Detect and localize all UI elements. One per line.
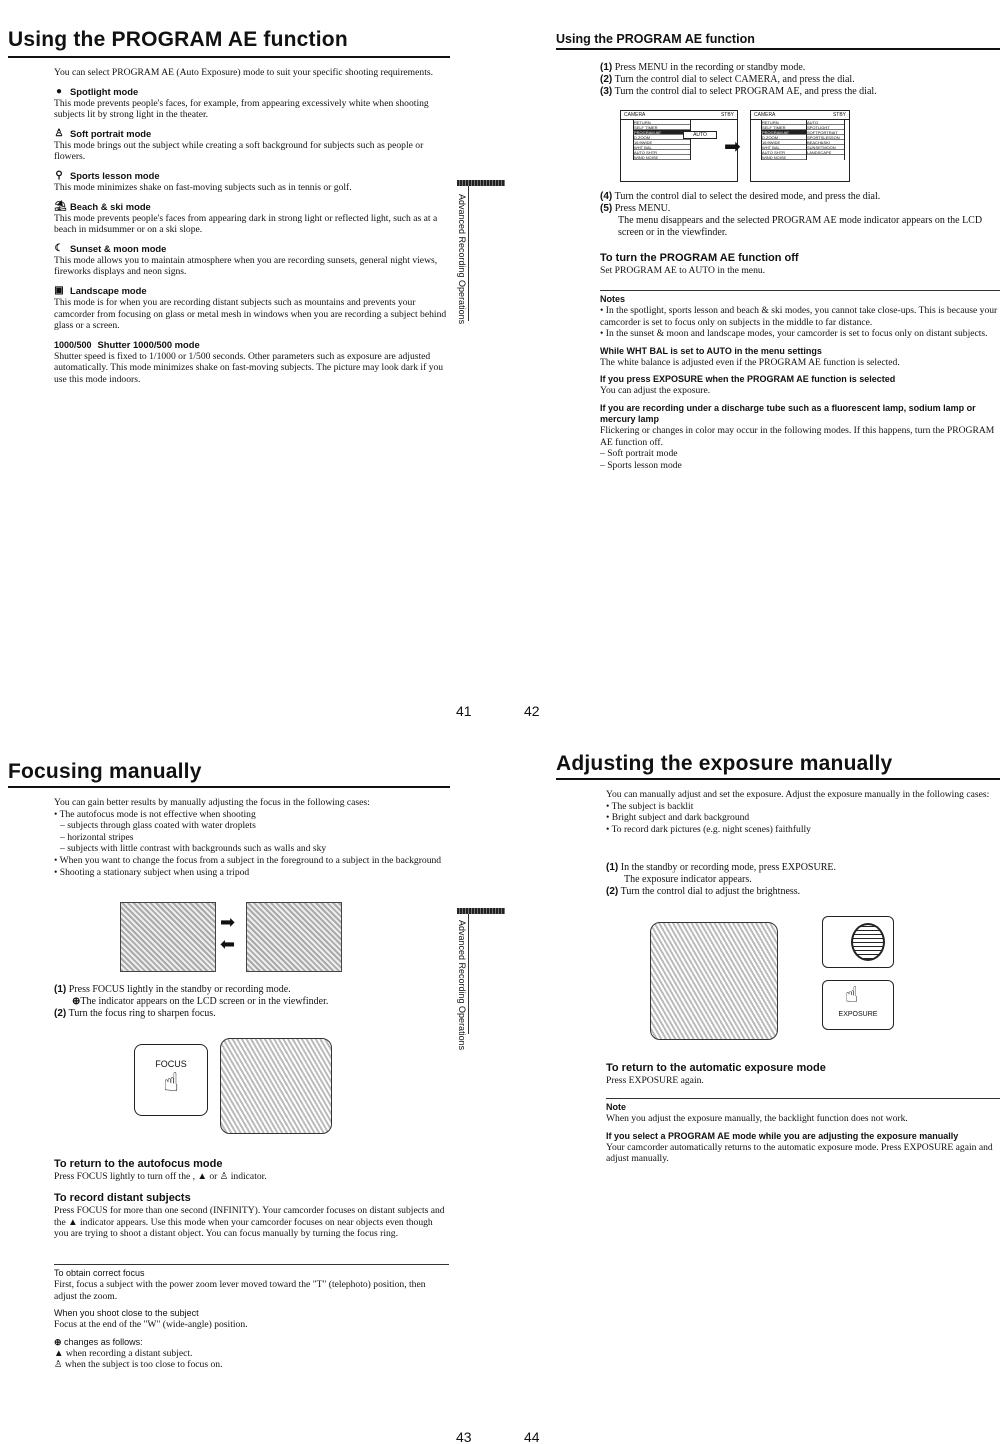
landscape-icon: ▣ (54, 284, 64, 296)
p42-tube-title: If you are recording under a discharge tube such as a fluorescent lamp, sodium lamp or mercury lamp (600, 402, 976, 424)
p43-camcorder-illustration (220, 1038, 332, 1134)
p43-case-5: • When you want to change the focus from a subject in the foreground to a subject in the background (54, 854, 442, 866)
p42-title-rule (556, 48, 1000, 50)
p43-changes-item-1: ▲ when recording a distant subject. (54, 1347, 193, 1359)
p43-page-number: 43 (456, 1429, 472, 1444)
p43-step-1-detail: ⊕The indicator appears on the LCD screen or in the viewfinder. (72, 996, 329, 1007)
p42-steps-2 (600, 191, 1000, 247)
p43-correct-title: To obtain correct focus (54, 1268, 145, 1278)
p43-case-6: • Shooting a stationary subject when using a tripod (54, 866, 250, 878)
p42-step-5-detail: The menu disappears and the selected PROGRAM AE mode indicator appears on the LCD screen or in the viewfinder. (618, 215, 983, 238)
menu-item: D.ZOOM (762, 135, 806, 140)
p43-step-1: (1) Press FOCUS lightly in the standby or recording mode. (54, 984, 291, 995)
p41-mode-heading (54, 285, 449, 297)
p42-tube-item-1: – Soft portrait mode (600, 448, 678, 460)
menu-item: RETURN (762, 120, 806, 125)
p42-menu-screen-right (750, 110, 850, 182)
menu-item: PROGRAM AE (762, 130, 806, 135)
p44-auto (606, 1062, 998, 1090)
p41-side-tab: Advanced Recording Operations (457, 194, 467, 325)
p43-title: Focusing manually (8, 760, 202, 783)
p44-pae-text: Your camcorder automatically returns to the automatic exposure mode. Press EXPOSURE again and adjust manually. (606, 1141, 993, 1165)
p42-turn-off-text: Set PROGRAM AE to AUTO in the menu. (600, 265, 766, 276)
p41-mode-description: This mode allows you to maintain atmosphere when you are recording sunsets, general night views, fireworks displays and neon signs. (54, 254, 438, 278)
p41-mode-name: Sports lesson mode (70, 169, 160, 181)
menu-item: WHT BAL (762, 145, 806, 150)
p43-distant-title: To record distant subjects (54, 1192, 191, 1204)
p42-step-2: (2) Turn the control dial to select CAMERA, and press the dial. (600, 74, 855, 85)
p42-menu-right-rows (761, 120, 807, 160)
control-dial-icon (851, 923, 885, 961)
menu-item: AUTO SHTR (634, 150, 690, 155)
soft-portrait-icon: ♙ (54, 127, 64, 139)
sports-icon: ⚲ (55, 169, 63, 181)
menu-item: RETURN (634, 120, 690, 125)
p41-mode-description: This mode brings out the subject while creating a soft background for subjects such as people or flowers. (54, 139, 424, 163)
p44-title-rule (556, 778, 1000, 780)
p41-intro: You can select PROGRAM AE (Auto Exposure) mode to suit your specific shooting requirements. (54, 67, 433, 78)
p43-case-4: – subjects with little contrast with backgrounds such as walls and sky (60, 843, 327, 855)
finger-press-icon: ☝ (845, 983, 859, 1008)
p42-step-3: (3) Turn the control dial to select PROGRAM AE, and press the dial. (600, 86, 877, 97)
p42-menu-left-value: AUTO (683, 131, 717, 139)
p41-title: Using the PROGRAM AE function (8, 28, 348, 51)
p41-mode-description: This mode prevents people's faces from appearing dark in strong light or reflected light, such as at a beach in midsummer or on a ski slope. (54, 212, 438, 236)
p42-note-1: • In the spotlight, sports lesson and beach & ski modes, you cannot take close-ups. This is because your camcorder is set to focus only on subjects in the middle to far distance. (600, 305, 998, 328)
p43-auto (54, 1158, 449, 1186)
p42-step-4: (4) Turn the control dial to select the desired mode, and press the dial. (600, 191, 881, 202)
p44-step-2: (2) Turn the control dial to adjust the brightness. (606, 886, 801, 897)
p44-step-1-detail: The exposure indicator appears. (624, 874, 752, 885)
p43-focus-button-label: FOCUS (155, 1059, 187, 1069)
finger-press-icon: ☝ (163, 1068, 179, 1098)
p41-mode-description: This mode minimizes shake on fast-moving subjects such as in tennis or golf. (54, 181, 352, 193)
p42-step-1: (1) Press MENU in the recording or standby mode. (600, 62, 806, 73)
p44-intro-block (606, 789, 998, 853)
p43-intro: You can gain better results by manually adjusting the focus in the following cases: (54, 797, 370, 808)
menu-item: WHT BAL (634, 145, 690, 150)
p43-auto-text: Press FOCUS lightly to turn off the , ▲ or ♙ indicator. (54, 1171, 267, 1182)
p43-changes-item-2: ♙ when the subject is too close to focus on. (54, 1359, 223, 1371)
p43-side-mark (457, 908, 505, 914)
p44-pae-title: If you select a PROGRAM AE mode while you are adjusting the exposure manually (606, 1130, 959, 1141)
p44-camcorder-illustration (650, 922, 778, 1040)
focus-indicator-icon: ⊕ (54, 1336, 62, 1347)
p42-turn-off (600, 252, 1000, 286)
p43-distant (54, 1192, 449, 1256)
p41-body (54, 67, 449, 427)
p44-case-1: • The subject is backlit (606, 800, 694, 812)
p43-focus-button-callout (134, 1044, 208, 1116)
menu-item: D.ZOOM (634, 135, 690, 140)
p41-mode-name: Sunset & moon mode (70, 242, 167, 254)
arrow-left-icon: ⬅ (220, 934, 236, 955)
p42-menu-right-status: STBY (832, 112, 846, 118)
p43-case-1: • The autofocus mode is not effective when shooting (54, 808, 256, 820)
p44-control-dial-callout (822, 916, 894, 968)
p41-mode-name: Landscape mode (70, 284, 147, 296)
menu-option: LANDSCAPE (807, 150, 844, 155)
p41-mode-heading (54, 243, 449, 255)
p42-steps (600, 62, 1000, 104)
p41-mode-name: Spotlight mode (70, 85, 139, 97)
p43-photo-blurred-background (246, 902, 342, 972)
p43-step-2: (2) Turn the focus ring to sharpen focus. (54, 1008, 216, 1019)
p44-note-text: When you adjust the exposure manually, the backlight function does not work. (606, 1113, 908, 1124)
p41-mode-description: This mode is for when you are recording distant subjects such as mountains and prevents your camcorder from focusing on glass or metal mesh in windows when you are recording a subject behind glass or a screen. (54, 296, 447, 332)
menu-option: BEACH&SKI (807, 140, 844, 145)
p42-menu-screen-left (620, 110, 738, 182)
p42-menu-left-rows (633, 120, 691, 160)
p42-exp-title: If you press EXPOSURE when the PROGRAM AE function is selected (600, 374, 896, 385)
menu-option: SOFTPORTRAIT (807, 130, 844, 135)
p41-mode-name: Soft portrait mode (70, 127, 152, 139)
arrow-right-icon: ➡ (220, 912, 236, 933)
p42-notes-rule (600, 290, 1000, 291)
p44-step-1: (1) In the standby or recording mode, press EXPOSURE. (606, 862, 836, 873)
p41-mode-heading (54, 128, 449, 140)
p42-tube-item-2: – Sports lesson mode (600, 459, 682, 471)
menu-item: 16:9WIDE (762, 140, 806, 145)
p42-notes-title: Notes (600, 294, 626, 304)
menu-item: AUTO SHTR (762, 150, 806, 155)
menu-item: 16:9WIDE (634, 140, 690, 145)
p44-notes (606, 1102, 998, 1182)
p42-wht-title: While WHT BAL is set to AUTO in the menu settings (600, 345, 822, 356)
p44-note-title: Note (606, 1102, 626, 1112)
spotlight-icon: ● (55, 85, 63, 97)
p43-side-tab: Advanced Recording Operations (457, 920, 467, 1051)
p43-close-text: Focus at the end of the "W" (wide-angle) position. (54, 1319, 248, 1331)
p42-menu-left-status: STBY (720, 112, 734, 118)
p41-title-rule (8, 56, 450, 58)
p43-correct-text: First, focus a subject with the power zoom lever moved toward the "T" (telephoto) position, then adjust the zoom. (54, 1279, 426, 1302)
p41-mode-description: This mode prevents people's faces, for example, from appearing excessively white when shooting subjects lit by strong light in the theater. (54, 97, 429, 121)
p43-intro-block (54, 797, 449, 897)
menu-option: SUNSETMOON (807, 145, 844, 150)
p42-menu-right-header: CAMERA (754, 112, 776, 118)
p41-mode-list (54, 86, 449, 386)
p43-close-title: When you shoot close to the subject (54, 1308, 199, 1319)
menu-item: WIND NOISE (634, 155, 690, 160)
p41-mode-heading (54, 86, 449, 98)
shutter-icon: 1000/500 (54, 339, 92, 350)
focus-indicator-icon: ⊕ (72, 996, 81, 1007)
arrow-right-icon: ➡ (724, 134, 741, 158)
p41-page-number: 41 (456, 703, 472, 719)
p44-exposure-button-callout (822, 980, 894, 1030)
p44-exposure-button-label: EXPOSURE (838, 1011, 878, 1018)
p44-note-rule (606, 1098, 1000, 1099)
p42-menu-right-options (807, 120, 845, 160)
sunset-moon-icon: ☾ (54, 242, 64, 254)
p44-case-3: • To record dark pictures (e.g. night scenes) faithfully (606, 823, 811, 835)
p43-tips (54, 1268, 449, 1383)
p42-title: Using the PROGRAM AE function (556, 32, 755, 46)
p42-note-2: • In the sunset & moon and landscape modes, your camcorder is set to focus only on distant subjects. (600, 328, 988, 340)
menu-item: PROGRAM AE (634, 130, 690, 135)
p43-case-3: – horizontal stripes (60, 831, 134, 843)
menu-item: SELF TIMER (634, 125, 690, 130)
p44-case-2: • Bright subject and dark background (606, 812, 750, 824)
p43-changes-title: ⊕ changes as follows: (54, 1336, 143, 1347)
p42-step-5: (5) Press MENU. (600, 203, 671, 214)
p44-auto-title: To return to the automatic exposure mode (606, 1062, 826, 1074)
p44-page-number: 44 (524, 1429, 540, 1444)
p42-tube-text: Flickering or changes in color may occur in the following modes. If this happens, turn the PROGRAM AE function off. (600, 424, 995, 448)
p42-turn-off-title: To turn the PROGRAM AE function off (600, 252, 799, 264)
p41-mode-heading (54, 201, 449, 213)
p41-mode-name: Beach & ski mode (70, 200, 151, 212)
p42-menu-left-header: CAMERA (624, 112, 646, 118)
p44-title: Adjusting the exposure manually (556, 752, 893, 775)
p43-tips-rule (54, 1264, 449, 1265)
menu-item: WIND NOISE (762, 155, 806, 160)
p41-mode-name: Shutter 1000/500 mode (97, 338, 200, 350)
p41-mode-heading (54, 339, 449, 351)
menu-option: AUTO (807, 120, 844, 125)
p43-case-2: – subjects through glass coated with water droplets (60, 820, 256, 832)
p43-distant-text: Press FOCUS for more than one second (INFINITY). Your camcorder focuses on distant subjects and the ▲ indicator appears. Use this mode when your camcorder focuses on near objects even though you are trying to shoot a distant object. You can focus manually by turning the focus ring. (54, 1205, 445, 1240)
menu-option: SPOTLIGHT (807, 125, 844, 130)
p42-page-number: 42 (524, 703, 540, 719)
p43-photo-blurred-foreground (120, 902, 216, 972)
p42-exp-text: You can adjust the exposure. (600, 385, 711, 397)
p43-side-line (468, 914, 469, 1034)
p41-mode-heading (54, 170, 449, 182)
p41-side-line (468, 186, 469, 321)
p44-intro: You can manually adjust and set the exposure. Adjust the exposure manually in the following cases: (606, 789, 990, 800)
p44-auto-text: Press EXPOSURE again. (606, 1075, 704, 1086)
p43-auto-title: To return to the autofocus mode (54, 1158, 223, 1170)
p41-mode-description: Shutter speed is fixed to 1/1000 or 1/500 seconds. Other parameters such as exposure are adjusted automatically. This mode minimizes shake on fast-moving subjects. The picture may look dark if you use this mode indoors. (54, 350, 444, 385)
beach-ski-icon: ⛱ (54, 200, 67, 212)
menu-item: SELF TIMER (762, 125, 806, 130)
p43-title-rule (8, 786, 450, 788)
p43-steps (54, 984, 449, 1028)
p42-notes (600, 294, 1000, 499)
menu-option: SPORTSLESSON (807, 135, 844, 140)
p41-side-mark (457, 180, 505, 186)
p44-steps (606, 862, 998, 902)
p42-wht-text: The white balance is adjusted even if the PROGRAM AE function is selected. (600, 356, 900, 368)
